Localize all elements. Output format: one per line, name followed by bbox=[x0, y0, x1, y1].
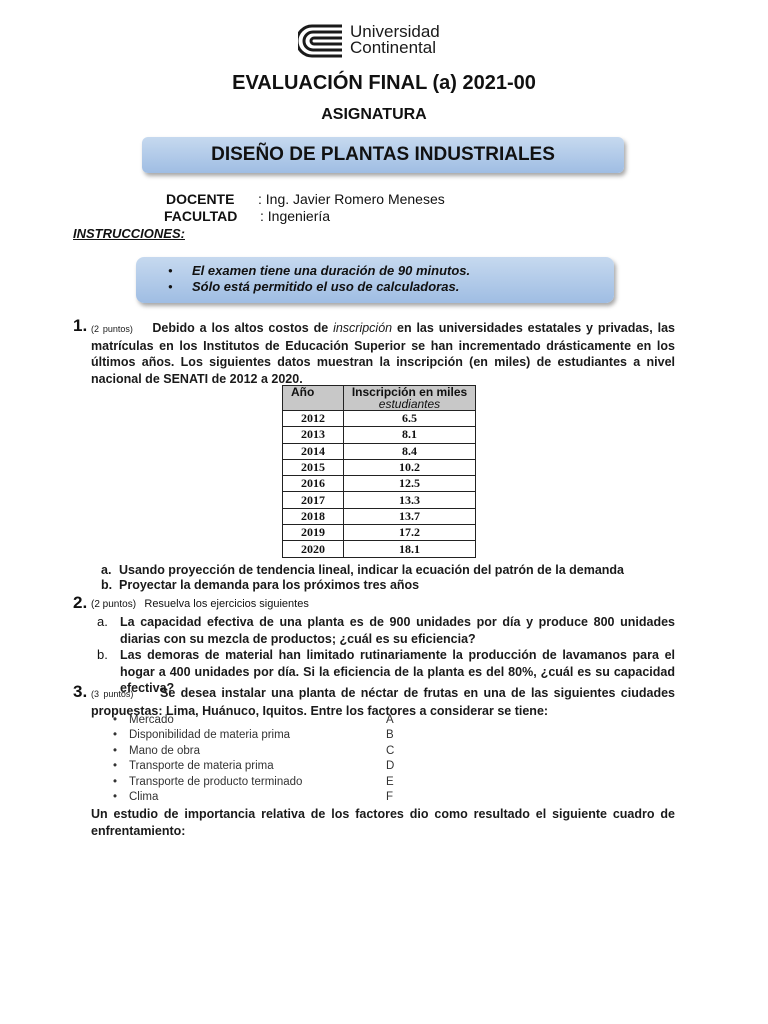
facultad-label: FACULTAD bbox=[164, 208, 238, 224]
question-1-text: (2 puntos) Debido a los altos costos de inscripción en las universidades estatales y privadas, las matrículas en los Institutos de Educación Superior se han incrementado drásticamente en los últimos años. Los siguientes datos muestran la inscripción (en miles) de estudiantes a nivel nacional de SENATI de 2012 a 2020. bbox=[91, 321, 675, 386]
question-1-part-a: Usando proyección de tendencia lineal, indicar la ecuación del patrón de la demanda bbox=[119, 563, 624, 577]
logo-wordmark bbox=[350, 24, 440, 56]
docente-label: DOCENTE bbox=[166, 191, 235, 207]
question-2-part-b: Las demoras de material han limitado rutinariamente la producción de lavamanos para el hogar a 400 unidades por día. Si la eficiencia de la planta es del 80%, ¿cuál es su capacidad efectiva? bbox=[120, 648, 675, 695]
table-header-year: Año bbox=[283, 386, 344, 411]
factor-name: Mano de obra bbox=[129, 744, 200, 757]
table-row bbox=[283, 427, 476, 443]
table-row bbox=[283, 443, 476, 459]
table-row bbox=[283, 525, 476, 541]
question-3-points: (3 puntos) bbox=[91, 689, 134, 699]
factor-letter: A bbox=[386, 714, 394, 726]
logo-line-2: Continental bbox=[350, 38, 437, 57]
question-3-number: 3. bbox=[73, 682, 88, 701]
table-cell-year: 2017 bbox=[283, 492, 344, 508]
factor-name: Disponibilidad de materia prima bbox=[129, 729, 291, 742]
table-cell-enrollment: 12.5 bbox=[344, 476, 476, 492]
table-cell-year: 2016 bbox=[283, 476, 344, 492]
question-2-part-a: La capacidad efectiva de una planta es de 900 unidades por día y produce 800 unidades diarias con su mezcla de productos; ¿cuál es su eficiencia? bbox=[120, 615, 675, 646]
question-3-text: (3 puntos) Se desea instalar una planta de néctar de frutas en una de las siguientes ciudades propuestas: Lima, Huánuco, Iquitos. Entre los factores a considerar se tiene: bbox=[91, 686, 675, 718]
question-2-number: 2. bbox=[73, 593, 88, 612]
bullet-icon: • bbox=[113, 714, 118, 726]
docente-value: : Ing. Javier Romero Meneses bbox=[258, 191, 445, 207]
question-1-number: 1. bbox=[73, 316, 88, 335]
factor-letter: B bbox=[386, 729, 394, 742]
question-1-part-b-label: b. bbox=[101, 578, 113, 592]
table-row bbox=[283, 411, 476, 427]
instruction-item: ● Sólo está permitido el uso de calculadoras. bbox=[172, 279, 459, 294]
enrollment-table bbox=[282, 385, 476, 558]
factor-name: Transporte de producto terminado bbox=[129, 775, 303, 788]
table-cell-year: 2012 bbox=[283, 411, 344, 427]
factor-name: Transporte de materia prima bbox=[129, 760, 274, 773]
bullet-icon: • bbox=[113, 760, 118, 773]
logo-line-1: Universidad bbox=[350, 22, 440, 41]
table-cell-enrollment: 10.2 bbox=[344, 459, 476, 475]
bullet-icon: • bbox=[113, 729, 118, 742]
university-logo-icon bbox=[298, 24, 344, 58]
question-2-header bbox=[91, 598, 309, 610]
table-cell-enrollment: 13.3 bbox=[344, 492, 476, 508]
table-cell-enrollment: 18.1 bbox=[344, 541, 476, 557]
exam-title: EVALUACIÓN FINAL (a) 2021-00 bbox=[232, 72, 536, 94]
instructions-title: INSTRUCCIONES: bbox=[73, 226, 185, 241]
table-row bbox=[283, 492, 476, 508]
table-row bbox=[283, 476, 476, 492]
table-row bbox=[283, 541, 476, 557]
factor-letter: C bbox=[386, 744, 395, 757]
table-cell-enrollment: 8.4 bbox=[344, 443, 476, 459]
table-cell-year: 2018 bbox=[283, 508, 344, 524]
factor-letter: E bbox=[386, 775, 394, 788]
table-cell-year: 2019 bbox=[283, 525, 344, 541]
question-3-closing: Un estudio de importancia relativa de los factores dio como resultado el siguiente cuadro de enfrentamiento: bbox=[91, 807, 675, 838]
subject-heading: ASIGNATURA bbox=[321, 106, 427, 123]
factor-name: Mercado bbox=[129, 714, 174, 726]
bullet-icon: • bbox=[113, 775, 118, 788]
table-cell-year: 2014 bbox=[283, 443, 344, 459]
factor-name: Clima bbox=[129, 791, 159, 803]
table-cell-enrollment: 17.2 bbox=[344, 525, 476, 541]
question-2-intro: Resuelva los ejercicios siguientes bbox=[144, 598, 309, 610]
table-cell-year: 2015 bbox=[283, 459, 344, 475]
question-1-part-a-label: a. bbox=[101, 563, 112, 577]
facultad-value: : Ingeniería bbox=[260, 208, 331, 224]
facultad-row bbox=[164, 208, 237, 224]
instruction-item: ● El examen tiene una duración de 90 minutos. bbox=[172, 263, 470, 278]
question-2-part-b-label: b. bbox=[97, 647, 108, 662]
factor-letter: F bbox=[386, 791, 394, 803]
question-1-points: (2 puntos) bbox=[91, 324, 133, 334]
table-header-enrollment: Inscripción en miles estudiantes bbox=[344, 386, 476, 411]
factor-letter: D bbox=[386, 760, 395, 773]
bullet-icon: • bbox=[113, 744, 118, 757]
table-cell-year: 2020 bbox=[283, 541, 344, 557]
course-banner bbox=[142, 137, 624, 173]
table-cell-enrollment: 13.7 bbox=[344, 508, 476, 524]
question-2-points: (2 puntos) bbox=[91, 599, 137, 610]
bullet-icon: • bbox=[113, 791, 118, 803]
table-header-row bbox=[283, 386, 476, 411]
table-row bbox=[283, 459, 476, 475]
docente-row bbox=[166, 191, 234, 207]
table-cell-year: 2013 bbox=[283, 427, 344, 443]
question-1-part-b: Proyectar la demanda para los próximos tres años bbox=[119, 578, 420, 592]
course-name: DISEÑO DE PLANTAS INDUSTRIALES bbox=[211, 144, 555, 165]
table-cell-enrollment: 6.5 bbox=[344, 411, 476, 427]
table-row bbox=[283, 508, 476, 524]
question-2-part-a-label: a. bbox=[97, 614, 108, 629]
table-cell-enrollment: 8.1 bbox=[344, 427, 476, 443]
